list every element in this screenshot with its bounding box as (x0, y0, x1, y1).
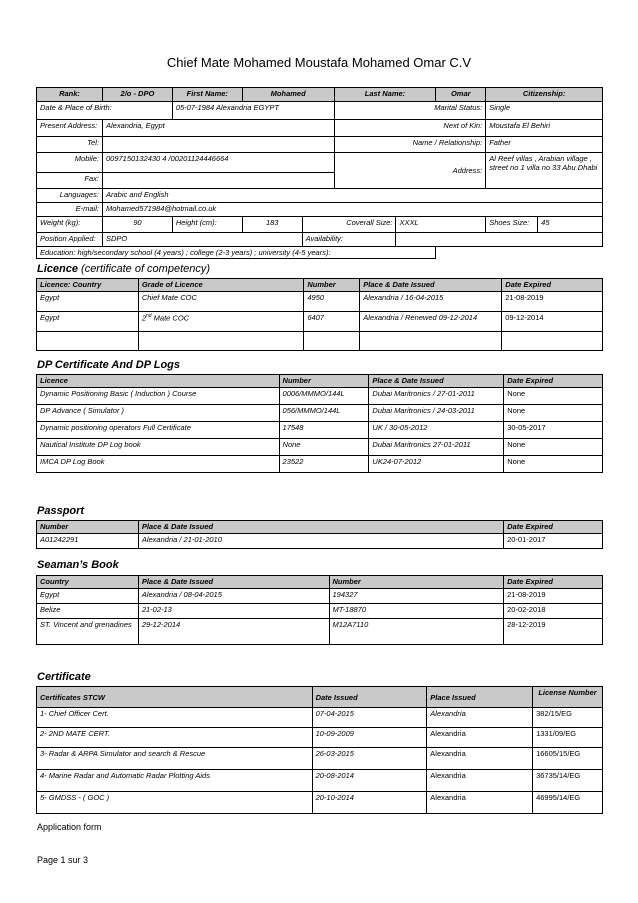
mobile-value: 0097150132430 4 /00201124446664 (102, 153, 334, 173)
certificate-name: 5- GMDSS - ( GOC ) (37, 792, 313, 814)
licence-number: 6407 (304, 312, 360, 332)
certificate-name: 4- Marine Radar and Automatic Radar Plotting Aids (37, 770, 313, 792)
table-row (37, 405, 603, 422)
rank-value: 2/o - DPO (102, 88, 172, 102)
seaman-number: M12A7110 (329, 619, 504, 645)
dp-licence: Dynamic positioning operators Full Certificate (37, 422, 280, 439)
table-row (37, 388, 603, 405)
licence-header-place: Place & Date Issued (360, 279, 502, 292)
dp-licence: Dynamic Positioning Basic ( Induction ) Course (37, 388, 280, 405)
table-row (37, 748, 603, 770)
rank-label: Rank: (37, 88, 103, 102)
certificate-date: 26-03-2015 (312, 748, 427, 770)
table-row (37, 422, 603, 439)
seaman-expired: 21-08-2019 (504, 589, 603, 604)
dp-place: Dubai Maritronics / 27-01-2011 (369, 388, 504, 405)
weight-value: 90 (102, 217, 172, 233)
citizenship-label: Citizenship: (486, 88, 603, 102)
dp-header-place: Place & Date Issued (369, 375, 504, 388)
address-label: Present Address: (37, 120, 103, 137)
availability-label: Availability: (302, 233, 396, 247)
dp-place: UK / 30-05-2012 (369, 422, 504, 439)
seaman-country: Belize (37, 604, 139, 619)
licence-header-grade: Grade of Licence (138, 279, 304, 292)
dp-number: None (279, 439, 369, 456)
address-value: Alexandria, Egypt (102, 120, 334, 137)
tel-value (102, 137, 334, 153)
certificate-place: Alexandria (427, 770, 533, 792)
shoes-label: Shoes Size: (486, 217, 538, 233)
first-name-label: First Name: (172, 88, 242, 102)
kin-address-value: Al Reef villas , Arabian village , street no 1 villa no 33 Abu Dhabi (486, 153, 603, 189)
weight-label: Weight (kg): (37, 217, 103, 233)
table-row (37, 439, 603, 456)
fax-value (102, 173, 334, 189)
shoes-value: 45 (538, 217, 603, 233)
licence-header-expired: Date Expired (502, 279, 603, 292)
passport-title: Passport (37, 505, 85, 517)
table-row (37, 292, 603, 312)
certificate-place: Alexandria (427, 748, 533, 770)
seaman-country: Egypt (37, 589, 139, 604)
languages-label: Languages: (37, 189, 103, 203)
licence-heading (37, 263, 210, 275)
licence-country: Egypt (37, 312, 139, 332)
certificate-date: 10-09-2009 (312, 728, 427, 748)
seaman-place: 21-02-13 (138, 604, 329, 619)
table-row (37, 708, 603, 728)
document-title: Chief Mate Mohamed Moustafa Mohamed Omar C.V (166, 55, 472, 70)
licence-grade-text: Mate COC (151, 313, 190, 323)
table-row (37, 332, 603, 351)
licence-number: 4950 (304, 292, 360, 312)
licence-expired: 21-08-2019 (502, 292, 603, 312)
certificate-name: 2- 2ND MATE CERT. (37, 728, 313, 748)
seaman-country: ST. Vincent and grenadines (37, 619, 139, 645)
dp-expired: 30-05-2017 (504, 422, 603, 439)
seaman-header-country: Country (37, 576, 139, 589)
passport-header-expired: Date Expired (504, 521, 603, 534)
seaman-number: MT-18870 (329, 604, 504, 619)
dp-expired: None (504, 405, 603, 422)
kin-value: Moustafa El Behiri (486, 120, 603, 137)
dp-title: DP Certificate And DP Logs (37, 359, 181, 371)
certificate-date: 07-04-2015 (312, 708, 427, 728)
table-row (37, 312, 603, 332)
tel-label: Tel: (37, 137, 103, 153)
seaman-header-place: Place & Date Issued (138, 576, 329, 589)
table-row (37, 619, 603, 645)
licence-expired: 09-12-2014 (502, 312, 603, 332)
licence-header-number: Number (304, 279, 360, 292)
certificate-date: 20-08-2014 (312, 770, 427, 792)
certificate-license: 382/15/EG (533, 708, 603, 728)
first-name-value: Mohamed (242, 88, 334, 102)
dob-label: Date & Place of Birth: (37, 102, 173, 120)
dp-table (36, 374, 603, 473)
licence-place: Alexandria / 16-04-2015 (360, 292, 502, 312)
dp-expired: None (504, 388, 603, 405)
licence-country: Egypt (37, 292, 139, 312)
relation-value: Father (486, 137, 603, 153)
seaman-number: 194327 (329, 589, 504, 604)
seaman-header-number: Number (329, 576, 504, 589)
dp-header-number: Number (279, 375, 369, 388)
passport-header-place: Place & Date Issued (138, 521, 503, 534)
dp-place: UK24-07-2012 (369, 456, 504, 473)
dp-licence: IMCA DP Log Book (37, 456, 280, 473)
licence-subtitle: (certificate of competency) (81, 263, 211, 275)
coverall-label: Coverall Size: (302, 217, 396, 233)
seaman-expired: 20-02-2018 (504, 604, 603, 619)
table-row (37, 604, 603, 619)
dp-licence: Nautical Institute DP Log book (37, 439, 280, 456)
certificate-header-date: Date Issued (312, 687, 427, 708)
table-row (37, 534, 603, 549)
marital-label: Marital Status: (334, 102, 486, 120)
licence-grade: Chief Mate COC (138, 292, 304, 312)
education-text: Education: high/secondary school (4 years) ; college (2-3 years) ; university (4-5 years): (37, 247, 436, 259)
table-row (37, 770, 603, 792)
last-name-value: Omar (436, 88, 486, 102)
seaman-table (36, 575, 603, 645)
certificate-license: 46995/14/EG (533, 792, 603, 814)
position-label: Position Applied: (37, 233, 103, 247)
dob-value: 05-07-1984 Alexandria EGYPT (172, 102, 334, 120)
marital-value: Single (486, 102, 603, 120)
certificate-table (36, 686, 603, 814)
email-value: Mohamed571984@hotmail.co.uk (102, 203, 602, 217)
licence-table (36, 278, 603, 351)
dp-number: 056/MMMO/144L (279, 405, 369, 422)
seaman-place: Alexandria / 08-04-2015 (138, 589, 329, 604)
height-value: 183 (242, 217, 302, 233)
passport-place: Alexandria / 21-01-2010 (138, 534, 503, 549)
dp-number: 0006/MMMO/144L (279, 388, 369, 405)
last-name-label: Last Name: (334, 88, 436, 102)
availability-value (396, 233, 603, 247)
certificate-name: 3- Radar & ARPA Simulator and search & Rescue (37, 748, 313, 770)
personal-details-table (36, 87, 603, 259)
table-row (37, 456, 603, 473)
page-number: Page 1 sur 3 (37, 855, 89, 865)
licence-header-country: Licence: Country (37, 279, 139, 292)
dp-place: Dubai Maritronics 27-01-2011 (369, 439, 504, 456)
languages-value: Arabic and English (102, 189, 602, 203)
position-value: SDPO (102, 233, 302, 247)
email-label: E-mail: (37, 203, 103, 217)
table-row (37, 589, 603, 604)
table-row (37, 792, 603, 814)
relation-label: Name / Relationship: (334, 137, 486, 153)
certificate-header-license: License Number (533, 687, 603, 708)
certificate-title: Certificate (37, 671, 91, 683)
dp-number: 23522 (279, 456, 369, 473)
licence-grade-suffix: nd (146, 313, 152, 319)
coverall-value: XXXL (396, 217, 486, 233)
passport-header-number: Number (37, 521, 139, 534)
certificate-place: Alexandria (427, 728, 533, 748)
dp-header-expired: Date Expired (504, 375, 603, 388)
passport-expired: 20-01-2017 (504, 534, 603, 549)
seaman-expired: 28-12-2019 (504, 619, 603, 645)
dp-expired: None (504, 456, 603, 473)
certificate-place: Alexandria (427, 792, 533, 814)
certificate-license: 16605/15/EG (533, 748, 603, 770)
certificate-license: 1331/09/EG (533, 728, 603, 748)
seaman-header-expired: Date Expired (504, 576, 603, 589)
licence-grade (138, 312, 304, 332)
passport-number: A01242291 (37, 534, 139, 549)
dp-place: Dubai Maritronics / 24-03-2011 (369, 405, 504, 422)
table-row (37, 728, 603, 748)
passport-table (36, 520, 603, 549)
dp-licence: DP Advance ( Simulator ) (37, 405, 280, 422)
certificate-license: 36735/14/EG (533, 770, 603, 792)
certificate-header-name: Certificates STCW (37, 687, 313, 708)
application-form-label: Application form (37, 822, 102, 832)
dp-number: 17548 (279, 422, 369, 439)
certificate-date: 20-10-2014 (312, 792, 427, 814)
licence-place: Alexandria / Renewed 09-12-2014 (360, 312, 502, 332)
fax-label: Fax: (37, 173, 103, 189)
certificate-name: 1- Chief Officer Cert. (37, 708, 313, 728)
licence-grade-number: 2 (141, 313, 147, 323)
kin-address-label: Address: (334, 153, 486, 189)
seaman-place: 29-12-2014 (138, 619, 329, 645)
dp-expired: None (504, 439, 603, 456)
mobile-label: Mobile: (37, 153, 103, 173)
certificate-header-place: Place Issued (427, 687, 533, 708)
height-label: Height (cm): (172, 217, 242, 233)
licence-title: Licence (37, 263, 78, 275)
seaman-title: Seaman’s Book (37, 559, 119, 571)
kin-label: Next of Kin: (334, 120, 486, 137)
certificate-place: Alexandria (427, 708, 533, 728)
dp-header-licence: Licence (37, 375, 280, 388)
